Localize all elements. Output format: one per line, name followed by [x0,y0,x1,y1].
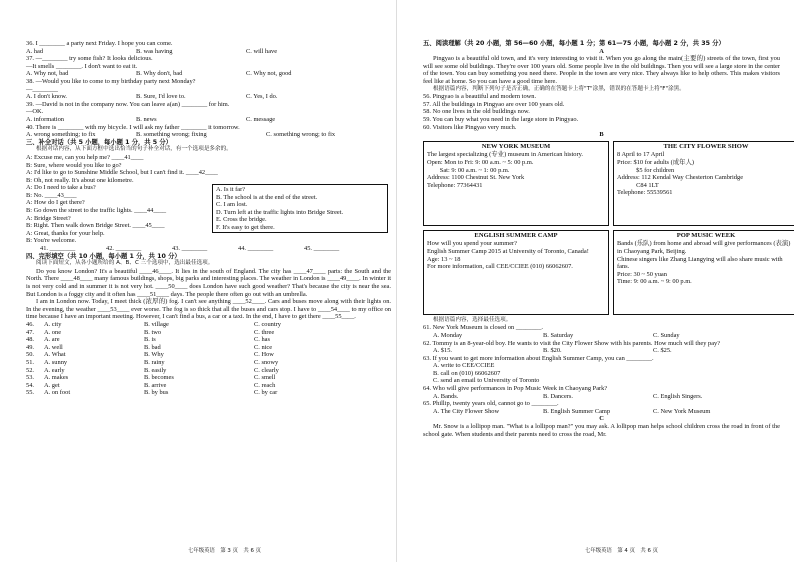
cloze-option: C. has [254,336,270,344]
card-line: Bands (乐队) from home and abroad will give performances (表演) in Chaoyang Park, Beijing. [617,240,791,255]
card-line: Address: 1100 Chestnut St. New York [427,174,525,182]
card-line: Age: 13 ~ 18 [427,255,461,263]
dialog-line: A: How do I get there? [26,199,85,207]
true-false-list [423,93,780,131]
card-line: How will you spend your summer? [427,240,517,248]
cloze-option: B. rainy [144,358,165,366]
cloze-option: C. How [254,351,274,359]
instructions: 根据语篇内容，判断下列句子是否正确，正确的在答题卡上将"T"涂黑，错误的在答题卡上将"F"涂黑。 [433,85,685,92]
dialog-line: A: Excuse me, can you help me? ____41____ [26,153,144,161]
answer-blank: 45. ________ [304,245,340,253]
option-c: C. New York Museum [653,407,711,415]
choice-item: F. It's easy to get there. [216,223,275,231]
card-line: Chinese singers like Zhang Liangying will also share music with fans. [617,255,783,271]
cloze-option: A. early [44,366,65,374]
dialog-line: B: Go down the street to the traffic lights. ____44____ [26,207,167,215]
notice-card-pop-music [613,230,794,315]
cloze-option: B. easily [144,366,167,374]
options [423,332,780,340]
cloze-number: 50. [26,351,34,359]
question-40 [26,124,391,139]
tf-item: 56. Pingyao is a beautiful and modern town. [423,93,537,101]
cloze-option: B. by bus [144,389,169,397]
part-label: C [599,415,604,423]
card-title: THE CITY FLOWER SHOW [663,142,749,150]
section-instructions: 根据对话内容，从下面方框中选出恰当的句子补全对话，有一个选项是多余的。 [36,146,232,153]
cloze-number: 49. [26,343,34,351]
question-stem: 39. —David is not in the company now. You can leave a(an) ________ for him. [26,100,230,108]
part-label: A [599,47,604,55]
cloze-option: C. snowy [254,358,279,366]
question-64 [423,385,780,400]
question-stem: 61. New York Museum is closed on ________. [423,324,544,332]
notice-cards [423,141,791,315]
option-a: A. Why not, bad [26,70,69,78]
cloze-number: 55. [26,389,34,397]
answer-blank: 43. ________ [172,245,208,253]
card-line: For more information, call CEE/CCIEE (010) 66062607. [427,263,573,271]
options [423,347,780,355]
question-stem: 38. —Would you like to come to my birthday party next Monday? [26,77,196,85]
options [26,70,391,78]
cloze-number: 46. [26,320,34,328]
options [26,48,391,56]
cloze-number: 52. [26,366,34,374]
choice-item: B. The school is at the end of the street. [216,193,318,201]
card-line: Telephone: 77364431 [427,181,483,189]
option-b: B. English Summer Camp [543,407,611,415]
card-line: The largest specializing (专业) museum in American history. [427,151,583,159]
option-b: B. was having [136,47,173,55]
dialog-line: B: Right. Then walk down Bridge Street. ____45____ [26,222,165,230]
options [423,408,780,416]
question-stem: 65. Phillip, twenty years old, cannot go to ________. [423,400,559,408]
cloze-option: C. clearly [254,366,279,374]
option-c: C. $25. [653,347,672,355]
choice-item: D. Turn left at the traffic lights into Bridge Street. [216,208,344,216]
card-line: Open: Mon to Fri: 9: 00 a.m. ~ 5: 00 p.m. [427,158,534,166]
question-stem: 63. If you want to get more information about English Summer Camp, you can ________. [423,354,654,362]
dialog-line: A: Bridge Street? [26,214,71,222]
option-b: B. Saturday [543,331,574,339]
cloze-option: A. on foot [44,389,71,397]
card-title: POP MUSIC WEEK [676,231,736,239]
tf-item: 60. Visitors like Pingyao very much. [423,123,517,131]
cloze-option: A. get [44,381,60,389]
option-a: A. The City Flower Show [433,407,500,415]
question-stem: 36. I ________ a party next Friday. I hope you can come. [26,40,173,47]
option-a: A. Monday [433,331,463,339]
part-label: B [599,131,604,139]
dialog-line: A: Do I need to take a bus? [26,184,96,192]
cloze-option: A. city [44,320,62,328]
dialog-line: B: Oh, not really. It's about one kilometre. [26,176,134,184]
section-title: 四、完形填空（共 10 小题，每小题 1 分，共 10 分） [26,252,181,260]
question-stem: 62. Tommy is an 8-year-old boy. He wants to visit the City Flower Show with his parents. How much will they pay? [423,339,721,347]
card-line: C84 1LT [617,181,659,189]
option-a: A. write to CEE/CCIEE [433,362,495,370]
card-line: 8 April to 17 April [617,151,665,159]
cloze-number: 51. [26,358,34,366]
instructions: 根据语篇内容，选择最佳选项。 [433,316,512,323]
section-title: 三、补全对话（共 5 小题，每小题 1 分，共 5 分） [26,138,172,146]
cloze-option: A. sunny [44,358,68,366]
notice-card-museum [423,141,609,226]
option-b: B. Dancers. [543,392,573,400]
cloze-option: B. becomes [144,374,174,382]
notice-card-flower-show [613,141,794,226]
option-a: A. $15. [433,347,452,355]
cloze-option: B. arrive [144,381,167,389]
cloze-option: C. by car [254,389,278,397]
cloze-passage: I am in London now. Today, I meet thick (浓厚的) fog. I can't see anything ____52____. Cars and buses move along with their lights on. In the evening, the weather ____53____ ever worse. The fog is so thick that all the buses and cars stop. I have to ____54____ to my office on time because I have an important meeting. However, I can't find a bus, a car or a taxi. In the end, I have to get there ____55____. [26,298,391,321]
card-line: Telephone: 55539561 [617,189,673,197]
cloze-option: C. country [254,320,281,328]
tf-item: 57. All the buildings in Pingyao are over 100 years old. [423,100,565,108]
cloze-number: 54. [26,381,34,389]
option-c: C. something wrong; to fix [266,131,336,139]
cloze-option: B. is [144,336,156,344]
dialog-line: B: Sure, where would you like to go? [26,161,122,169]
answer-blank: 42. ________ [106,245,142,253]
cloze-number: 47. [26,328,34,336]
cloze-number: 48. [26,336,34,344]
option-b: B. $20. [543,347,562,355]
answer-blank: 44. ________ [238,245,274,253]
question-line: —OK. [26,108,44,116]
question-38 [26,78,391,101]
option-a: A. I don't know. [26,93,68,101]
card-line: Time: 9: 00 a.m. ~ 9: 00 p.m. [617,278,692,286]
options [26,116,391,124]
option-c: C. message [246,115,276,123]
cloze-option: C. smell [254,374,276,382]
answer-blank: 41. ________ [40,245,76,253]
question-37 [26,55,391,78]
option-c: C. Sunday [653,331,680,339]
page-footer: 七年级英语 第 4 页 共 6 页 [584,548,658,555]
options [26,131,391,139]
option-a: A. information [26,115,64,123]
answer-blanks [26,245,391,253]
card-line: English Summer Camp 2015 at University of Toronto, Canada! [427,247,589,255]
card-title: ENGLISH SUMMER CAMP [474,231,558,239]
option-b: B. call on (010) 66062607 [433,369,501,377]
card-line: Address: 112 Kendal Way Chesterton Cambridge [617,174,744,182]
option-a: A. had [26,47,44,55]
choice-item: A. Is it far? [216,185,246,193]
question-line: —________ [26,85,58,93]
dialog-line: A: Great, thanks for your help. [26,229,105,237]
tf-item: 59. You can buy what you need in the large store in Pingyao. [423,115,579,123]
option-c: C. Why not, good [246,70,292,78]
option-b: B. Why don't, bad [136,70,183,78]
option-b: B. Sure, I'd love to. [136,93,186,101]
option-a: A. wrong something; to fix [26,131,96,139]
cloze-option: B. bad [144,343,161,351]
card-line: Price: 30 ~ 50 yuan [617,270,667,278]
options [26,93,391,101]
notice-card-summer-camp [423,230,609,315]
reading-passage: Mr. Snow is a lollipop man. "What is a lollipop man?" you may ask. A lollipop man helps school children cross the road in front of the school gate. When students and their parents need to cross the road, Mr. [423,423,780,438]
option-c: C. send an email to University of Toronto [433,377,540,385]
option-c: C. English Singers. [653,392,703,400]
cloze-option: C. nice [254,343,273,351]
dialog [26,154,391,245]
reading-passage: Pingyao is a beautiful old town, and it's very interesting to visit it. When you go along the main(主要的) streets of the town, first you will see some old buildings. They're over 100 years old. Some people live in the old buildings. Then you will see a large store in the center of the town. You can buy something you need there. People in the town are very nice. They always like to help others. This makes visitors feel like at home. So you can have a good time here. [423,55,780,85]
dialog-line: B: You're welcome. [26,237,77,245]
card-line: Price: $10 for adults (成年人) [617,158,695,166]
option-b: B. news [136,115,157,123]
cloze-passage: Do you know London? It's a beautiful ____46____. It lies in the south of England. The city has ____47____ parts: the South and the North. There ____48____ many famous buildings, shops, big parks and interesting places. The weather in London is ____49____. In winter it is not very cold and in summer it is not very hot. ____50____ does London have such good weather? That's because the city is near the sea. But London is a foggy city and it often has ____51____ days. The people there often go out with an umbrella. [26,267,391,298]
question-line: —It smells ________. I don't want to eat it. [26,62,138,70]
cloze-option: C. three [254,328,275,336]
dialog-line: B: No. ____43____ [26,191,77,199]
option-c: C. will have [246,47,278,55]
choice-item: C. I am lost. [216,201,248,209]
question-36 [26,40,391,55]
cloze-options [26,321,391,397]
cloze-option: B. village [144,320,169,328]
option-a: A. Bands. [433,392,459,400]
card-line: Sat: 9: 00 a.m. ~ 1: 00 p.m. [427,166,510,174]
question-61 [423,324,780,339]
cloze-option: A. are [44,336,60,344]
cloze-option: A. What [44,351,66,359]
cloze-option: A. well [44,343,63,351]
tf-item: 58. No one lives in the old buildings now. [423,108,530,116]
page-footer: 七年级英语 第 3 页 共 6 页 [187,548,261,555]
question-63 [423,355,780,385]
page-right [397,0,794,562]
section-instructions: 阅读下面短文，从各小题所给的 A、B、C 三个选项中，选出最佳选项。 [36,260,214,267]
card-line: $5 for children [617,166,675,174]
cloze-option: B. two [144,328,162,336]
choices-box [212,184,388,234]
cloze-number: 53. [26,374,34,382]
question-stem: 40. There is ________ with my bicycle. I will ask my father ________ it tomorrow. [26,123,240,131]
cloze-option: A. one [44,328,62,336]
option-b: B. something wrong; fixing [136,131,207,139]
cloze-option: A. makes [44,374,69,382]
section-title: 五、阅读理解（共 20 小题，第 56—60 小题，每小题 1 分；第 61—75 小题，每小题 2 分，共 35 分） [423,40,725,47]
dialog-line: A: I'd like to go to Sunshine Middle School, but I can't find it. ____42____ [26,169,218,177]
choice-item: E. Cross the bridge. [216,216,267,224]
question-65 [423,400,780,415]
question-39 [26,101,391,124]
options [423,393,780,401]
question-stem: 37. —________ try some fish? It looks delicious. [26,55,153,63]
question-62 [423,340,780,355]
question-stem: 64. Who will give performances in Pop Music Week in Chaoyang Park? [423,385,608,393]
cloze-option: C. reach [254,381,276,389]
option-c: C. Yes, I do. [246,93,278,101]
cloze-option: B. Why [144,351,164,359]
card-title: NEW YORK MUSEUM [481,142,551,150]
